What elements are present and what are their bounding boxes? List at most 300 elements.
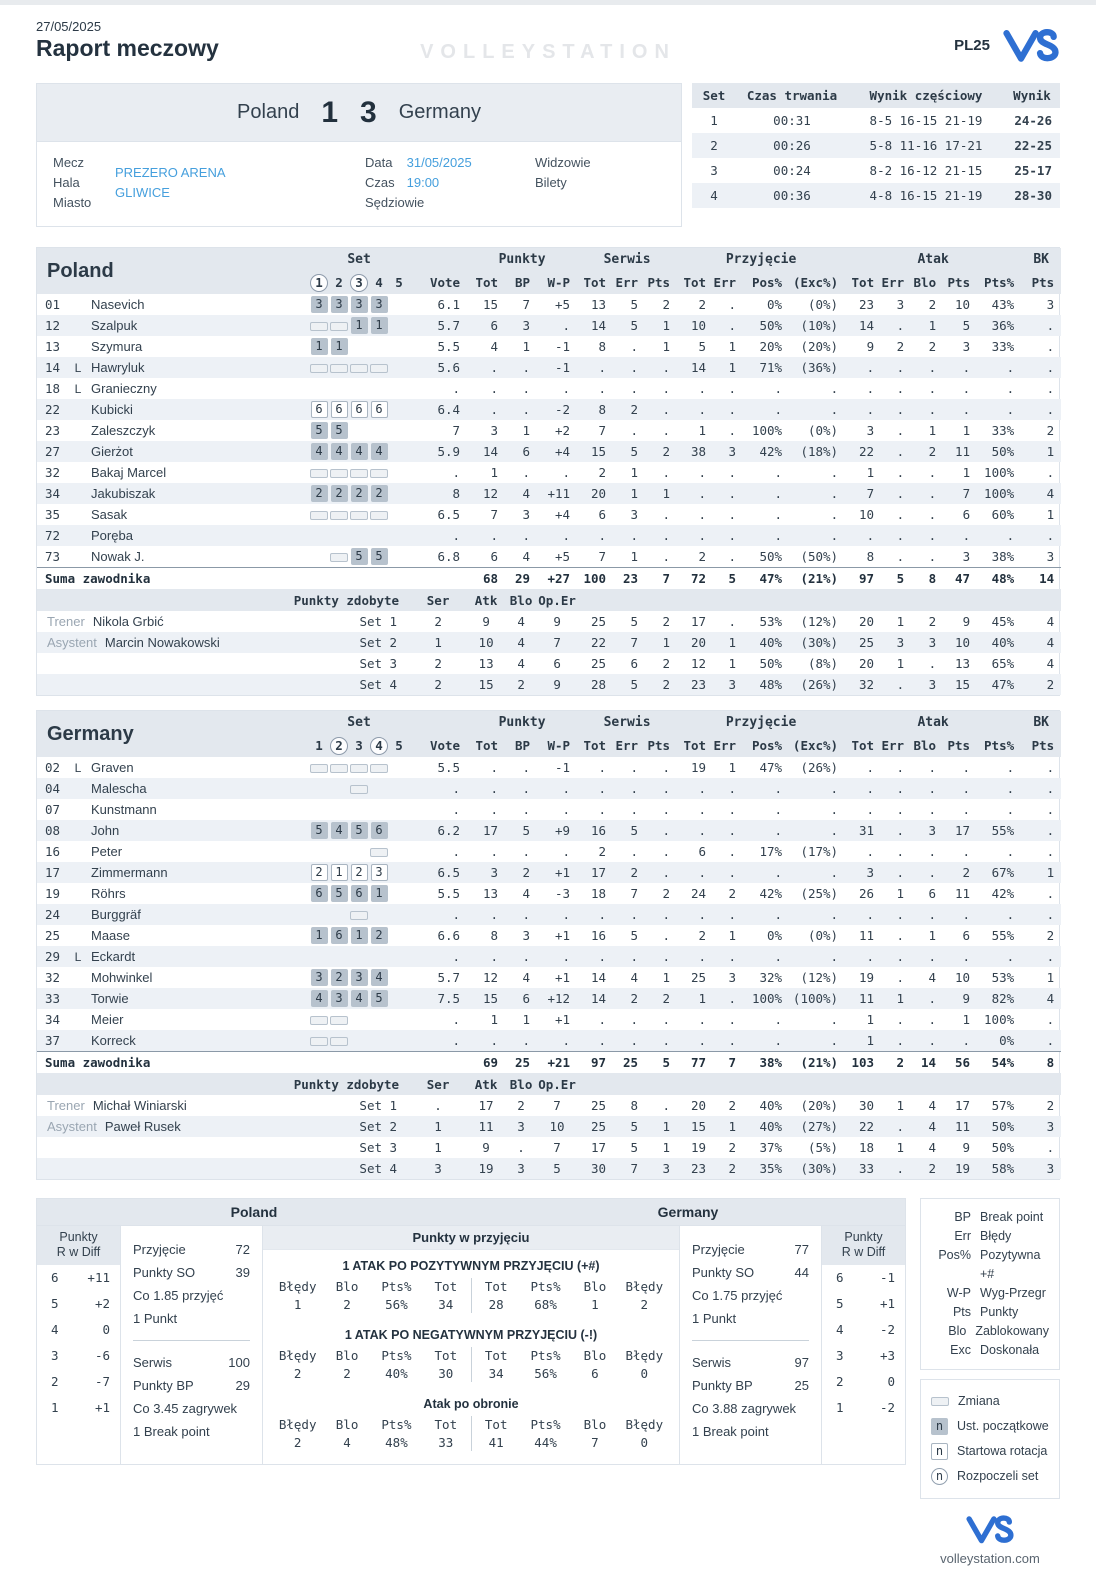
section-stats [263,1276,679,1319]
points-earned-header [37,1073,1061,1095]
stat-cell: 13 [955,656,971,671]
stat-cell: 43% [991,297,1015,312]
set-marker: 5 [331,422,348,439]
stat-cell: 14 [483,444,499,459]
set-marker: 1 [371,885,388,902]
stat-cell: . [928,781,937,796]
set-marker: 1 [331,864,348,881]
set-cell [369,546,389,567]
stat-cell: 42% [759,444,783,459]
set-results-body [692,108,1060,208]
rotation-diff: -7 [94,1374,110,1389]
stat-cell: 5 [630,318,639,333]
set-cell [329,504,349,525]
set-cell [369,778,389,799]
stat-cell: 55% [991,823,1015,838]
set-marker [311,843,328,860]
set-cell [309,420,329,441]
stat-cell: 26 [859,886,875,901]
stat-cell: . [962,760,971,775]
column-header: Tot [583,275,607,290]
rotation-diff: -2 [879,1400,895,1415]
stat-cell: . [1046,465,1055,480]
bk-group-header: BK [1033,252,1049,267]
germany-coaches [47,1095,187,1137]
away-side-stats: Tot 41 Pts% 44% Blo 7 Błędy 0 [471,1416,670,1451]
player-number: 14 [45,360,61,375]
stat-cell: 4 [522,886,531,901]
set-marker [350,511,368,520]
set-marker [330,469,348,478]
player-row [37,357,1061,378]
set-marker [391,485,408,502]
set-column-header: 3 [350,274,368,292]
stat-cell: . [896,318,905,333]
stat-cell: . [774,907,783,922]
set-cell [329,862,349,883]
column-header: Tot [475,275,499,290]
set-cell [349,967,369,988]
assistant-name: Paweł Rusek [104,1119,181,1134]
legend-abbr-key: Err [954,1229,971,1243]
stat-cell: 10 [955,297,971,312]
stat-cell: 11 [859,928,875,943]
summary-body [37,1226,905,1464]
stat-cell: 2 [434,656,442,671]
stat-cell: . [1046,886,1055,901]
stat-cell: 65% [991,656,1015,671]
stat-cell: . [1046,802,1055,817]
stat-cell: 5 [522,823,531,838]
stat-cell: 8 [598,339,607,354]
stat-cell: 2 [896,339,905,354]
stat-cell: . [1006,802,1015,817]
column-header: Tot [683,738,707,753]
player-row [37,820,1061,841]
poland-players-body [37,294,1061,567]
stat-cell: 18 [859,1140,875,1155]
column-header: Wynik częściowy [848,83,1004,108]
column-header: Err [713,275,737,290]
column-header: Pos% [751,738,783,753]
set-marker [331,843,348,860]
libero-flag [71,420,85,441]
stat-cell: 2 [728,1098,737,1113]
stat-cell: 25 [591,614,607,629]
stat-cell: 3 [662,1161,671,1176]
set-result-row [692,108,1060,133]
set-cell [329,988,349,1009]
stat-cell: 38% [759,1054,783,1070]
set-marker: 6 [331,927,348,944]
player-number: 08 [45,823,61,838]
set-marker [350,911,368,920]
set-column-header: 2 [335,274,343,290]
player-name: Szymura [91,339,143,354]
stat-cell: . [896,360,905,375]
set-marker [330,764,348,773]
stat-cell: 50% [759,318,783,333]
set-marker [330,1016,348,1025]
stat-cell: . [598,528,607,543]
column-header: Tot [475,738,499,753]
libero-flag [71,336,85,357]
set-duration: 00:26 [773,138,811,153]
set-marker: 1 [351,317,368,334]
set-duration: 00:31 [773,113,811,128]
stat-cell: . [490,360,499,375]
stat-cell: . [896,381,905,396]
player-number: 02 [45,760,61,775]
stat-cell: . [490,402,499,417]
set-marker [391,843,408,860]
stat-cell: 13 [591,297,607,312]
stat-cell: 30 [859,1098,875,1113]
set-marker: 5 [371,548,388,565]
stat-cell: . [490,1032,499,1048]
set-cell [329,315,349,336]
set-marker [391,317,408,334]
player-row [37,925,1061,946]
vote-cell: . [452,381,461,396]
set-cell [389,525,409,546]
stat-cell: 14 [591,970,607,985]
stat-cell: 3 [896,635,905,650]
libero-flag [71,904,85,925]
player-name: Zaleszczyk [91,423,156,438]
stat-cell: . [698,1012,707,1027]
stat-cell: . [830,1012,839,1027]
column-header: Err [713,738,737,753]
stat-cell: . [562,844,571,859]
stat-cell: . [728,486,737,501]
stat-cell: . [962,360,971,375]
stat-cell: 3 [728,444,737,459]
set-marker [310,469,328,478]
stat-cell: . [774,823,783,838]
legend-abbr-row [931,1322,1049,1341]
stat-cell: (18%) [800,444,839,459]
set-cell [369,841,389,862]
rotation-diff: +2 [94,1296,110,1311]
set-marker [310,1037,328,1046]
home-team-name: Poland [237,101,300,123]
set-marker [351,527,368,544]
stat-cell: . [866,781,875,796]
stat-cell: 1 [866,465,875,480]
set-marker: 6 [351,401,368,418]
set-marker: 1 [311,927,328,944]
stat-cell: 11 [859,991,875,1006]
stat-cell: 2 [1046,423,1055,438]
set-marker [351,843,368,860]
rotation-number: 2 [51,1374,59,1389]
stat-cell: . [434,1098,442,1113]
rotation-row [822,1369,905,1395]
legend-abbr-value: Break point [980,1210,1044,1224]
player-name: Torwie [91,991,129,1006]
stat-cell: 2 [928,614,937,629]
stat-cell: . [728,949,737,964]
rotation-row [822,1317,905,1343]
page-edge [0,0,1096,5]
stat-cell: 1 [434,1140,442,1155]
set-marker [311,948,328,965]
rotation-row [822,1343,905,1369]
rotation-number: 5 [836,1296,844,1311]
stat-cell: . [630,528,639,543]
set-column-header: 5 [395,737,403,753]
stat-cell: . [774,528,783,543]
stat-cell: 2 [662,656,671,671]
legend-symbol-sample: n [931,1443,948,1460]
home-side-stats: Błędy 2 Blo 2 Pts% 40% Tot 30 [278,1348,458,1381]
set-cell [369,862,389,883]
set-cell [309,441,329,462]
stat-cell: . [774,486,783,501]
stat-cell: . [630,844,639,859]
set-marker [311,780,328,797]
venue-city: GLIWICE [115,185,170,200]
set-cell [309,525,329,546]
stat-cell: . [522,802,531,817]
set-cell [349,420,369,441]
stat-cell: . [698,1032,707,1048]
set-marker: 5 [351,822,368,839]
stat-cell: . [522,781,531,796]
stat-cell: 1 [866,1032,875,1048]
stat-cell: +4 [555,444,571,459]
set-cell [349,946,369,967]
player-number: 33 [45,991,61,1006]
attack-after-reception-section [263,1388,679,1457]
stat-cell: 6 [522,444,531,459]
stat-cell: 33% [991,423,1015,438]
stat-cell: 15 [591,444,607,459]
stat-cell: . [598,381,607,396]
set-cell [389,883,409,904]
libero-flag [71,399,85,420]
column-header: Ser [426,1076,450,1092]
player-row [37,525,1061,546]
divider [692,1340,809,1341]
stat-cell: 7 [598,548,607,564]
stat-cell: . [490,802,499,817]
coach-name: Nikola Grbić [92,614,164,629]
set-cell [329,799,349,820]
summary-away-title: Germany [657,1204,719,1220]
stat-cell: . [598,802,607,817]
stat-cell: . [1006,844,1015,859]
libero-flag [71,546,85,567]
stat-cell: . [662,548,671,564]
set-marker [391,548,408,565]
set-marker [351,338,368,355]
stat-cell: -1 [555,760,571,775]
set-points-row [37,653,1061,674]
stat-cell: 20 [591,486,607,501]
stat-cell: 20% [759,339,783,354]
stat-cell: . [830,528,839,543]
stat-cell: . [728,1012,737,1027]
stat-cell: . [728,528,737,543]
set-partial-score: 4-8 16-15 21-19 [869,188,983,203]
stat-cell: . [598,907,607,922]
stat-cell: 2 [1046,928,1055,943]
stat-cell: 100% [984,1012,1015,1027]
stat-cell: 0% [767,297,783,312]
set-cell [309,841,329,862]
stat-cell: (0%) [807,423,839,438]
stat-cell: 5 [630,297,639,312]
player-number: 27 [45,444,61,459]
set-cell [349,862,369,883]
set-cell [329,1009,349,1030]
player-number: 34 [45,1012,61,1027]
libero-flag [71,883,85,904]
stat-cell: (8%) [807,656,839,671]
player-number: 37 [45,1032,61,1048]
libero-flag [71,778,85,799]
player-row [37,462,1061,483]
set-marker [371,948,388,965]
volleystation-watermark: VOLLEYSTATION [420,41,676,63]
set-cell [309,925,329,946]
stat-cell: +1 [555,928,571,943]
stat-cell: 11 [478,1119,494,1134]
stat-cell: 54% [991,1054,1015,1070]
rotation-number: 1 [51,1400,59,1415]
stat-cell: . [830,907,839,922]
asystent-label: Asystent [47,635,97,650]
team-name: Poland [47,259,114,282]
set-cell [349,504,369,525]
stat-cell: 4 [1046,991,1055,1006]
bilety-label: Bilety [535,175,567,190]
stat-cell: 5 [630,1119,639,1134]
set-cell [369,1009,389,1030]
stat-cell: . [896,1032,905,1048]
stat-cell: . [866,402,875,417]
team-total-row [37,567,1061,589]
stat-cell: 23 [859,297,875,312]
set-label: Set 2 [359,1119,398,1134]
serve-group-header: Serwis [603,715,651,730]
stat-cell: 1 [522,339,531,354]
rotation-row [822,1291,905,1317]
stat-cell: 29 [515,570,531,586]
set-marker [370,848,388,857]
reception-group-header: Przyjęcie [725,715,797,730]
stat-cell: 2 [598,465,607,480]
set-marker [371,1032,388,1049]
stat-cell: 2 [896,1054,905,1070]
stat-cell: 12 [483,486,499,501]
germany-sideout-panel: Przyjęcie 77 Punkty SO 44 Co 1.75 przyjęć 1 Punkt Serwis 97 Punkty BP 25 Co 3.88 zagrywek 1 Break point [679,1226,821,1464]
stat-cell: 97 [591,1054,607,1070]
stat-cell: . [896,865,905,880]
stat-cell: . [522,844,531,859]
vote-cell: 5.5 [437,886,461,901]
player-number: 04 [45,781,61,796]
set-cell [389,1030,409,1051]
stat-cell: . [698,802,707,817]
player-name: Hawryluk [91,360,145,375]
stat-cell: . [830,507,839,522]
player-name: Zimmermann [91,865,168,880]
set-marker: 4 [371,969,388,986]
column-header: Pos% [751,275,783,290]
stat-cell: 53% [991,970,1015,985]
stat-cell: 20 [691,1098,707,1113]
stat-cell: 4 [1046,656,1055,671]
set-marker [391,359,408,376]
set-cell [389,504,409,525]
stat-cell: . [522,465,531,480]
stat-cell: -1 [555,339,571,354]
stat-cell: 2 [662,444,671,459]
stat-cell: . [517,1140,525,1155]
stat-cell: +11 [547,486,571,501]
stat-cell: 4 [1046,486,1055,501]
player-number: 19 [45,886,61,901]
stat-cell: 3 [1046,297,1055,312]
stat-cell: 1 [962,1012,971,1027]
set-cell [309,778,329,799]
column-header: Blo [913,738,937,753]
stat-cell: 8 [630,1098,639,1113]
stat-cell: 6 [630,656,639,671]
stat-cell: . [1046,844,1055,859]
trener-label: Trener [47,1098,85,1113]
set-cell [349,841,369,862]
set-cell [369,820,389,841]
stat-cell: 3 [522,318,531,333]
set-cell [309,883,329,904]
stat-cell: 2 [928,444,937,459]
stat-cell: . [830,486,839,501]
stat-cell: 19 [691,1140,707,1155]
legend-abbr-row [931,1246,1049,1284]
stat-cell: 20 [691,635,707,650]
stat-cell: 0% [767,928,783,943]
stat-cell: 2 [630,402,639,417]
vote-cell: . [452,528,461,543]
column-header: Pts% [984,275,1015,290]
stat-cell: 4 [522,548,531,564]
stat-cell: . [928,381,937,396]
libero-flag [71,441,85,462]
libero-flag [71,967,85,988]
stat-cell: 3 [522,507,531,522]
column-header: Ser [426,592,450,608]
set-cell [329,883,349,904]
stat-cell: 1 [896,1140,905,1155]
stat-cell: +1 [555,970,571,985]
set-cell [369,799,389,820]
set-cell [349,778,369,799]
reception-group-header: Przyjęcie [725,252,797,267]
player-name: Graven [91,760,134,775]
set-marker [311,548,328,565]
set-marker: 1 [331,338,348,355]
stat-cell: 15 [483,297,499,312]
legend-symbol-row [931,1414,1049,1439]
stat-cell: . [962,907,971,922]
legend-symbols [920,1379,1060,1499]
player-row [37,778,1061,799]
stat-cell: 1 [630,548,639,564]
